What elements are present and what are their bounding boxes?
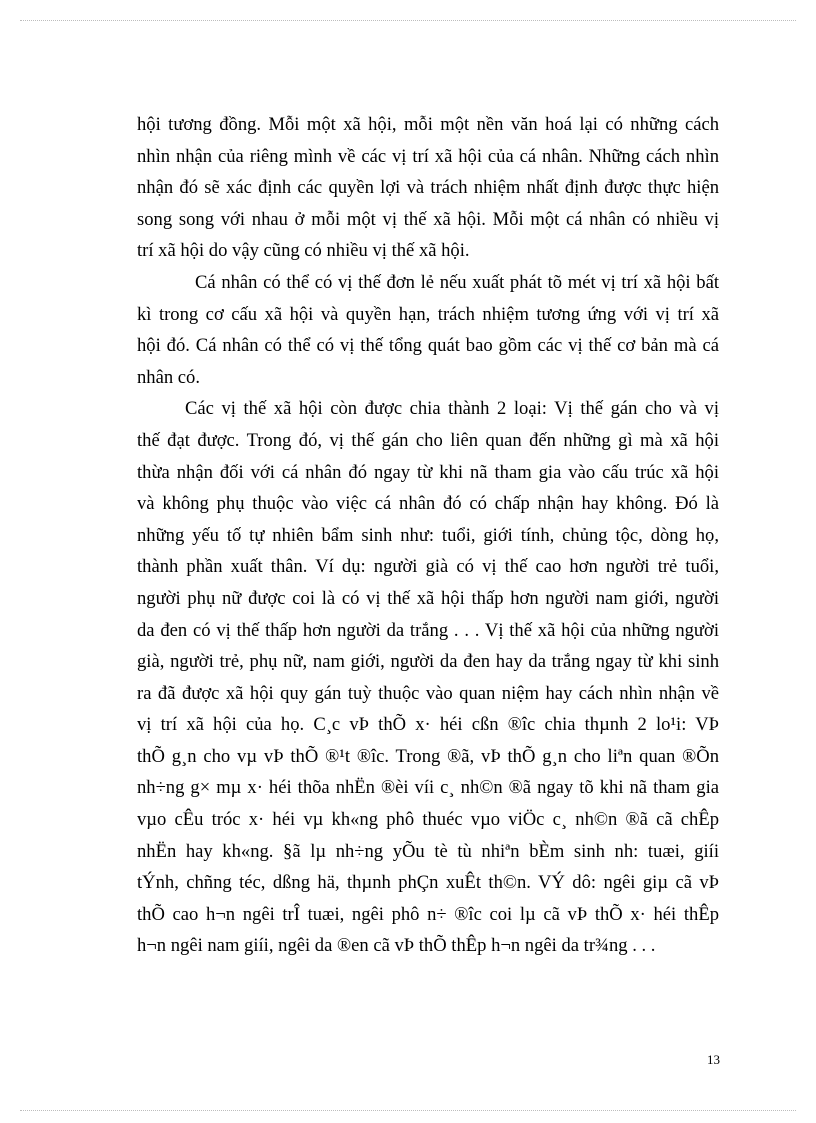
text-line: Các vị thế xã hội còn được chia thành 2 loại: Vị thế gán cho và vị: [185, 398, 719, 420]
text-line: những yếu tố tự nhiên bẩm sinh như: tuổi, giới tính, chủng tộc, dòng họ,: [137, 524, 719, 546]
text-line: thÕ cao h¬n ngêi trÎ tuæi, ngêi phô n÷ ®îc coi lµ cã vÞ thÕ x· héi thÊp: [137, 903, 719, 925]
page-border-bottom: [20, 1110, 796, 1111]
text-line: già, người trẻ, phụ nữ, nam giới, người da đen hay da trắng ngay từ khi sinh: [137, 651, 719, 673]
text-line: vị trí xã hội của họ. C¸c vÞ thÕ x· héi cßn ®îc chia thµnh 2 lo¹i: VÞ: [137, 714, 719, 736]
paragraph: [137, 267, 719, 393]
text-line: ra đã được xã hội quy gán tuỳ thuộc vào quan niệm hay cách nhìn nhận về: [137, 682, 719, 704]
text-line: song song với nhau ở mỗi một vị thế xã hội. Mỗi một cá nhân có nhiều vị: [137, 208, 719, 230]
page-border-top: [20, 20, 796, 21]
text-line: thÕ g¸n cho vµ vÞ thÕ ®¹t ®îc. Trong ®ã, vÞ thÕ g¸n cho liªn quan ®Õn: [137, 745, 719, 767]
text-line: nhËn hay kh«ng. §ã lµ nh÷ng yÕu tè tù nhiªn bÈm sinh nh: tuæi, giíi: [137, 840, 719, 862]
paragraph: [137, 109, 719, 267]
text-line: hội đó. Cá nhân có thể có vị thế tổng quát bao gồm các vị thế cơ bản mà cá: [137, 335, 719, 357]
text-line: trí xã hội do vậy cũng có nhiều vị thế xã hội.: [137, 240, 470, 262]
text-line: vµo cÊu tróc x· héi vµ kh«ng phô thuéc vµo viÖc c¸ nh©n ®ã cã chÊp: [137, 809, 719, 831]
text-line: nhận đó sẽ xác định các quyền lợi và trách nhiệm nhất định được thực hiện: [137, 177, 719, 199]
text-line: thế đạt được. Trong đó, vị thế gán cho liên quan đến những gì mà xã hội: [137, 429, 719, 451]
text-line: thành phần xuất thân. Ví dụ: người già có vị thế cao hơn người trẻ tuổi,: [137, 556, 719, 578]
text-line: h¬n ngêi nam giíi, ngêi da ®en cã vÞ thÕ thÊp h¬n ngêi da tr¾ng . . .: [137, 935, 656, 957]
page-number: 13: [707, 1052, 720, 1067]
text-line: nh÷ng g× mµ x· héi thõa nhËn ®èi víi c¸ nh©n ®ã ngay tõ khi nã tham gia: [137, 777, 719, 799]
body-text: [137, 109, 719, 962]
text-line: tÝnh, chñng téc, dßng hä, thµnh phÇn xuÊt th©n. VÝ dô: ngêi giµ cã vÞ: [137, 872, 719, 894]
text-line: da đen có vị thế thấp hơn người da trắng . . . Vị thế xã hội của những người: [137, 619, 719, 641]
text-line: và không phụ thuộc vào việc cá nhân đó có chấp nhận hay không. Đó là: [137, 493, 719, 515]
text-line: người phụ nữ được coi là có vị thế xã hội thấp hơn người nam giới, người: [137, 587, 719, 609]
text-line: thừa nhận đối với cá nhân đó ngay từ khi nã tham gia vào cấu trúc xã hội: [137, 461, 719, 483]
text-line: nhìn nhận của riêng mình về các vị trí xã hội của cá nhân. Những cách nhìn: [137, 145, 719, 167]
paragraph: [137, 393, 719, 962]
text-line: hội tương đồng. Mỗi một xã hội, mỗi một nền văn hoá lại có những cách: [137, 114, 719, 135]
text-line: kì trong cơ cấu xã hội và quyền hạn, trách nhiệm tương ứng với vị trí xã: [137, 303, 719, 325]
text-line: nhân có.: [137, 366, 200, 388]
text-line: Cá nhân có thể có vị thế đơn lẻ nếu xuất phát tõ mét vị trí xã hội bất: [195, 271, 719, 293]
